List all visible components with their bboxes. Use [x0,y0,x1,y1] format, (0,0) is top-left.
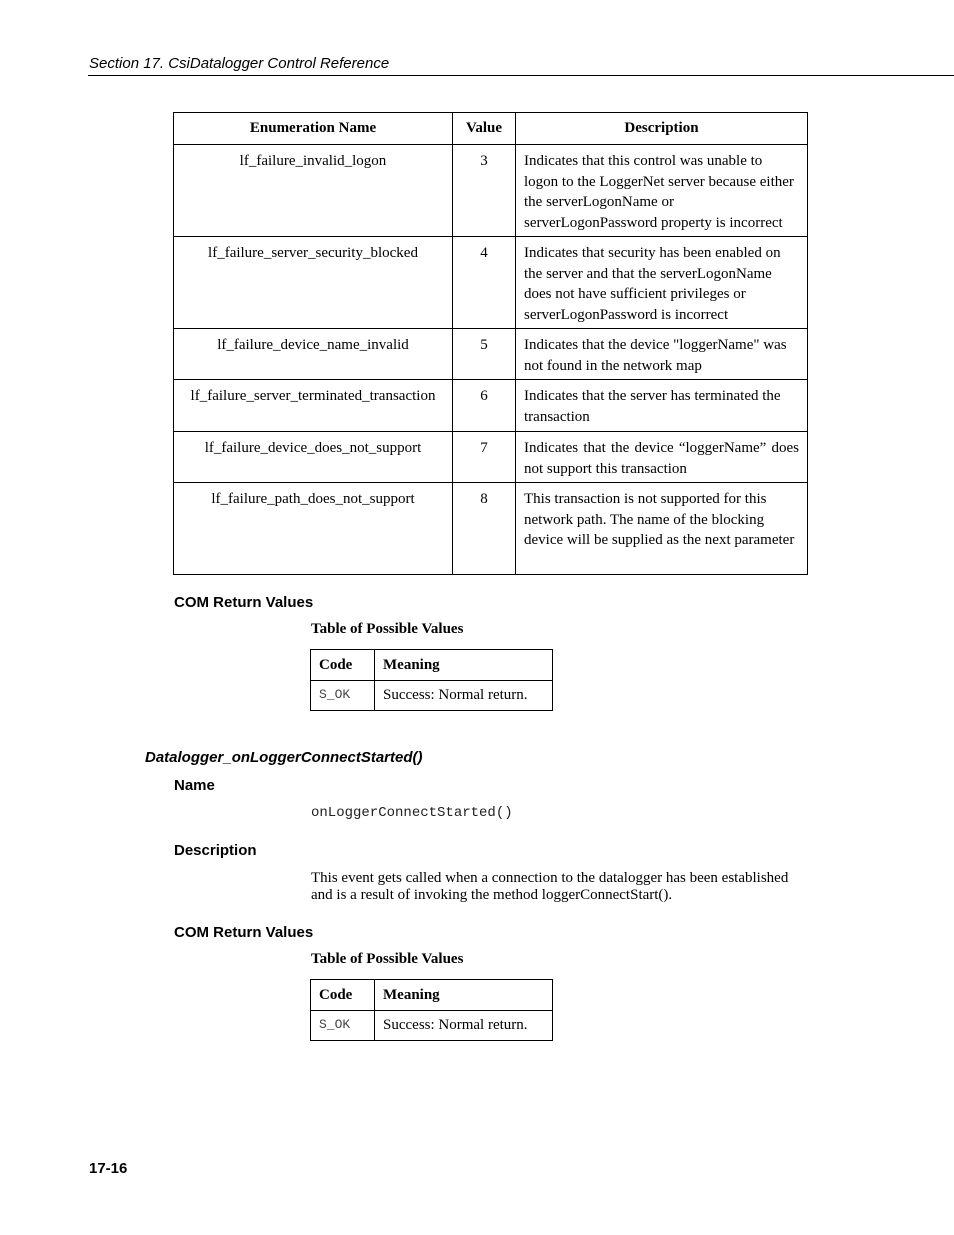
enumeration-name-cell: lf_failure_device_name_invalid [174,329,453,380]
column-header-enumeration-name: Enumeration Name [174,113,453,145]
column-header-meaning: Meaning [375,650,553,681]
possible-values-table [310,979,553,1041]
header-rule [88,75,954,76]
table-header-row [311,650,553,681]
event-name-value: onLoggerConnectStarted() [311,805,513,821]
value-cell: 8 [453,483,516,575]
code-cell: S_OK [311,681,375,711]
table-row [174,432,808,483]
value-cell: 7 [453,432,516,483]
description-cell: Indicates that the server has terminated the transaction [516,380,808,432]
table-row [174,145,808,237]
table-header-row [311,980,553,1011]
enumeration-name-cell: lf_failure_server_terminated_transaction [174,380,453,432]
column-header-value: Value [453,113,516,145]
possible-values-table [310,649,553,711]
description-cell: Indicates that security has been enabled on the server and that the serverLogonName does not have sufficient privileges or serverLogonPassword is incorrect [516,237,808,329]
code-cell: S_OK [311,1011,375,1041]
running-header: Section 17. CsiDatalogger Control Reference [89,55,390,72]
enumeration-table [173,112,808,575]
column-header-code: Code [311,980,375,1011]
description-text: This event gets called when a connection to the datalogger has been established and is a result of invoking the method loggerConnectStart(). [311,870,789,903]
value-cell: 5 [453,329,516,380]
meaning-cell: Success: Normal return. [375,681,553,711]
enumeration-name-cell: lf_failure_path_does_not_support [174,483,453,575]
value-cell: 3 [453,145,516,237]
table-row [311,681,553,711]
column-header-meaning: Meaning [375,980,553,1011]
table-header-row [174,113,808,145]
column-header-description: Description [516,113,808,145]
table-row [174,329,808,380]
com-return-values-heading: COM Return Values [174,594,314,611]
table-row [174,380,808,432]
description-heading: Description [174,842,257,859]
meaning-cell: Success: Normal return. [375,1011,553,1041]
table-row [174,237,808,329]
enumeration-name-cell: lf_failure_server_security_blocked [174,237,453,329]
name-heading: Name [174,777,215,794]
value-cell: 6 [453,380,516,432]
page-number: 17-16 [89,1160,128,1177]
description-cell: This transaction is not supported for this network path. The name of the blocking device will be supplied as the next parameter [516,483,808,575]
event-title: Datalogger_onLoggerConnectStarted() [145,749,423,766]
table-row [174,483,808,575]
column-header-code: Code [311,650,375,681]
table-caption: Table of Possible Values [311,951,464,967]
description-cell: Indicates that this control was unable to logon to the LoggerNet server because either the serverLogonName or serverLogonPassword property is incorrect [516,145,808,237]
table-row [311,1011,553,1041]
com-return-values-heading: COM Return Values [174,924,314,941]
table-caption: Table of Possible Values [311,621,464,637]
enumeration-name-cell: lf_failure_device_does_not_support [174,432,453,483]
enumeration-name-cell: lf_failure_invalid_logon [174,145,453,237]
description-cell: Indicates that the device "loggerName" was not found in the network map [516,329,808,380]
description-cell: Indicates that the device “loggerName” does not support this transaction [516,432,808,483]
value-cell: 4 [453,237,516,329]
